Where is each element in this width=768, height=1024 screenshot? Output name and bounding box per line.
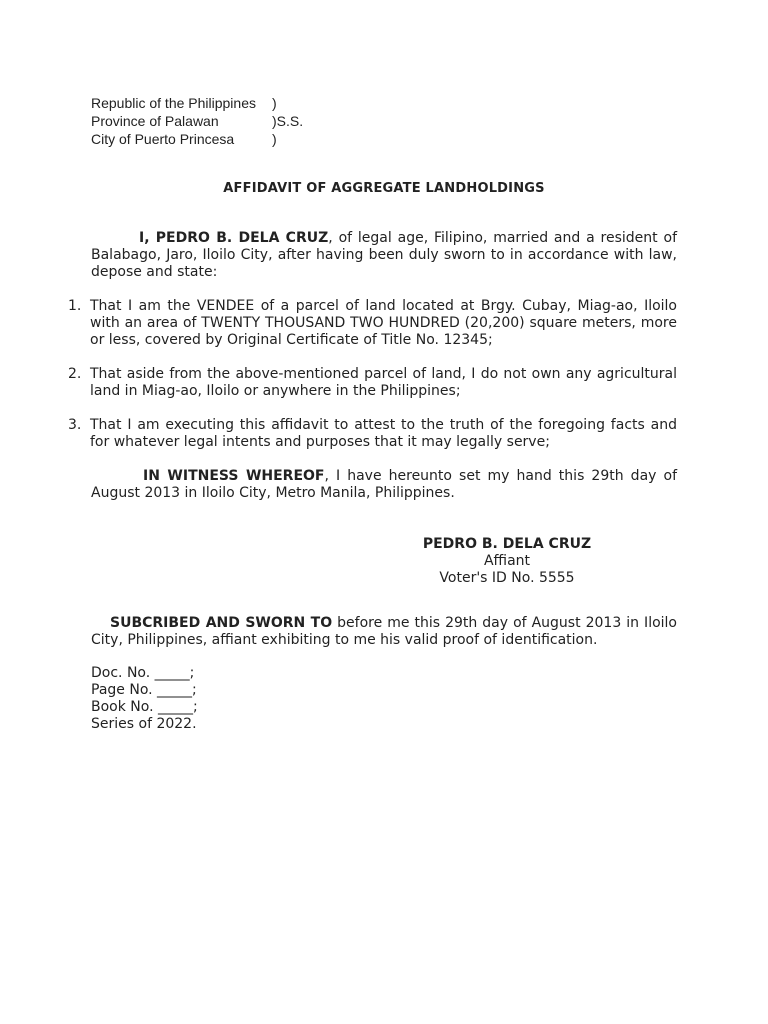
intro-paragraph: [91, 230, 677, 281]
list-item-text: That I am executing this affidavit to attest to the truth of the foregoing facts and for whatever legal intents and purposes that it may legally serve;: [90, 417, 677, 450]
list-item: [68, 298, 677, 349]
venue-text: City of Puerto Princesa: [91, 131, 235, 147]
notarial-register: [91, 665, 198, 733]
venue-paren-ss: )S.S.: [272, 113, 304, 129]
witness-bold: IN WITNESS WHEREOF: [143, 468, 325, 484]
series-line: Series of 2022.: [91, 716, 197, 732]
witness-paragraph: [91, 468, 677, 502]
list-item-number: 2.: [68, 366, 82, 382]
book-number-line: Book No. _____;: [91, 699, 198, 715]
venue-block: [91, 94, 304, 148]
page-number-line: Page No. _____;: [91, 682, 197, 698]
witness-text: , I have hereunto set my hand this 29th day of August 2013 in Iloilo City, Metro Manila, Philippines.: [91, 468, 678, 501]
list-item-text: That I am the VENDEE of a parcel of land located at Brgy. Cubay, Miag-ao, Iloilo with an area of TWENTY THOUSAND TWO HUNDRED (20,200) square meters, more or less, covered by Original Certificate of Title No. 12345;: [90, 298, 677, 348]
venue-line-city: [91, 130, 277, 148]
jurat-bold: SUBCRIBED AND SWORN TO: [110, 615, 333, 631]
signature-block: [400, 536, 614, 587]
venue-line-province: [91, 112, 304, 130]
signatory-id: Voter's ID No. 5555: [439, 570, 575, 586]
list-item-text: That aside from the above-mentioned parcel of land, I do not own any agricultural land in Miag-ao, Iloilo or anywhere in the Philippines;: [90, 366, 677, 399]
list-item-number: 3.: [68, 417, 82, 433]
signatory-name: PEDRO B. DELA CRUZ: [422, 536, 592, 552]
jurat-paragraph: [91, 615, 677, 649]
venue-paren: ): [272, 95, 277, 111]
list-item: [68, 366, 677, 400]
venue-text: Republic of the Philippines: [91, 95, 256, 111]
jurat-text: before me this 29th day of August 2013 in Iloilo City, Philippines, affiant exhibiting to me his valid proof of identification.: [91, 615, 677, 648]
venue-text: Province of Palawan: [91, 113, 219, 129]
venue-paren: ): [272, 131, 277, 147]
intro-text: , of legal age, Filipino, married and a resident of Balabago, Jaro, Iloilo City, after having been duly sworn to in accordance with law, depose and state:: [91, 230, 678, 280]
list-item: [68, 417, 677, 451]
document-title: AFFIDAVIT OF AGGREGATE LANDHOLDINGS: [223, 181, 545, 196]
affiant-name-bold: I, PEDRO B. DELA CRUZ: [139, 230, 329, 246]
doc-number-line: Doc. No. _____;: [91, 665, 195, 681]
venue-line-republic: [91, 94, 277, 112]
signatory-role: Affiant: [483, 553, 531, 569]
list-item-number: 1.: [68, 298, 82, 314]
